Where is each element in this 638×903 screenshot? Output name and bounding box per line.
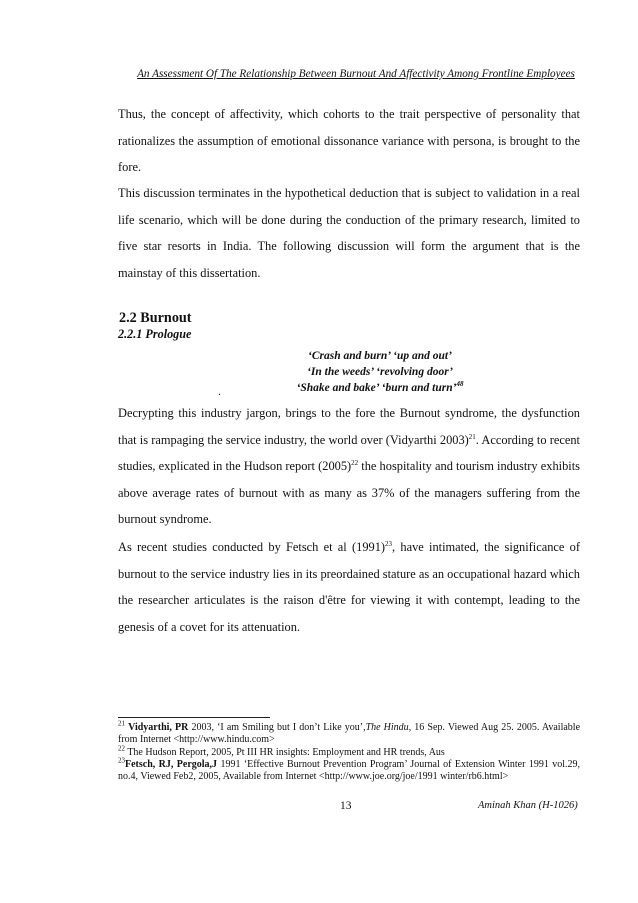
footnote-ref: 48	[456, 380, 464, 389]
quote-line-3: ‘Shake and bake’ ‘burn and turn’$^{48}$	[296, 380, 464, 394]
paragraph-burnout-syndrome: Decrypting this industry jargon, brings to the fore the Burnout syndrome, the dysfunction that is rampaging the service industry, the world over (Vidyarthi 2003)$^{21}$. According to recent studies, explicated in the Hudson report $(2005)^{22}$ the hospitality and tourism industry exhibits above average rates of burnout with as many as 37% of the managers suffering from the burnout syndrome.	[118, 406, 581, 526]
running-header: An Assessment Of The Relationship Between Burnout And Affectivity Among Frontline Employees	[137, 68, 575, 80]
footnote-23: $^{23}$Fetsch, RJ, Pergola,J 1991 ‘Effective Burnout Prevention Program’ Journal of Extension Winter 1991 vol.29, no.4, Viewed Feb2, 2005, Available from Internet <http://www.joe.org/joe/1991 winter/rb6.html>	[118, 756, 580, 783]
paragraph-discussion: This discussion terminates in the hypothetical deduction that is subject to validation in a real life scenario, which will be done during the conduction of the primary research, limited to five star resorts in India. The following discussion will form the argument that is the mainstay of this dissertation.	[118, 186, 580, 280]
page-number: 13	[340, 800, 352, 812]
quote-line-2: ‘In the weeds’ ‘revolving door’	[307, 366, 453, 378]
stray-dot: .	[218, 384, 221, 398]
footnote-ref: 23	[385, 539, 393, 548]
footnote-ref: 22	[351, 458, 359, 467]
footnote-divider	[118, 717, 270, 718]
paragraph-affectivity: Thus, the concept of affectivity, which cohorts to the trait perspective of personality that rationalizes the assumption of emotional dissonance variance with persona, is brought to the fore.	[118, 107, 580, 174]
footnote-22: $^{22}$ The Hudson Report, 2005, Pt III HR insights: Employment and HR trends, Aus	[118, 744, 445, 758]
subsection-title: 2.2.1 Prologue	[118, 327, 192, 341]
paragraph-fetsch-study: As recent studies conducted by Fetsch et al $(1991)^{23}$, have intimated, the significance of burnout to the service industry lies in its preordained stature as an occupational hazard which the researcher articulates is the raison d'être for viewing it with contempt, leading to the genesis of a covet for its attenuation.	[118, 539, 580, 634]
footer-author: Aminah Khan (H-1026)	[478, 800, 578, 811]
footnotes	[118, 719, 581, 783]
quote-line-1: ‘Crash and burn’ ‘up and out’	[308, 350, 452, 362]
footnote-21: $^{21}$ Vidyarthi, PR 2003, ‘I am Smiling but I don’t Like you’,The Hindu, 16 Sep. Viewed Aug 25. 2005. Available from Internet <http://www.hindu.com>	[118, 719, 581, 746]
section-title: 2.2 Burnout	[119, 310, 192, 326]
footnote-ref: 21	[468, 432, 476, 441]
